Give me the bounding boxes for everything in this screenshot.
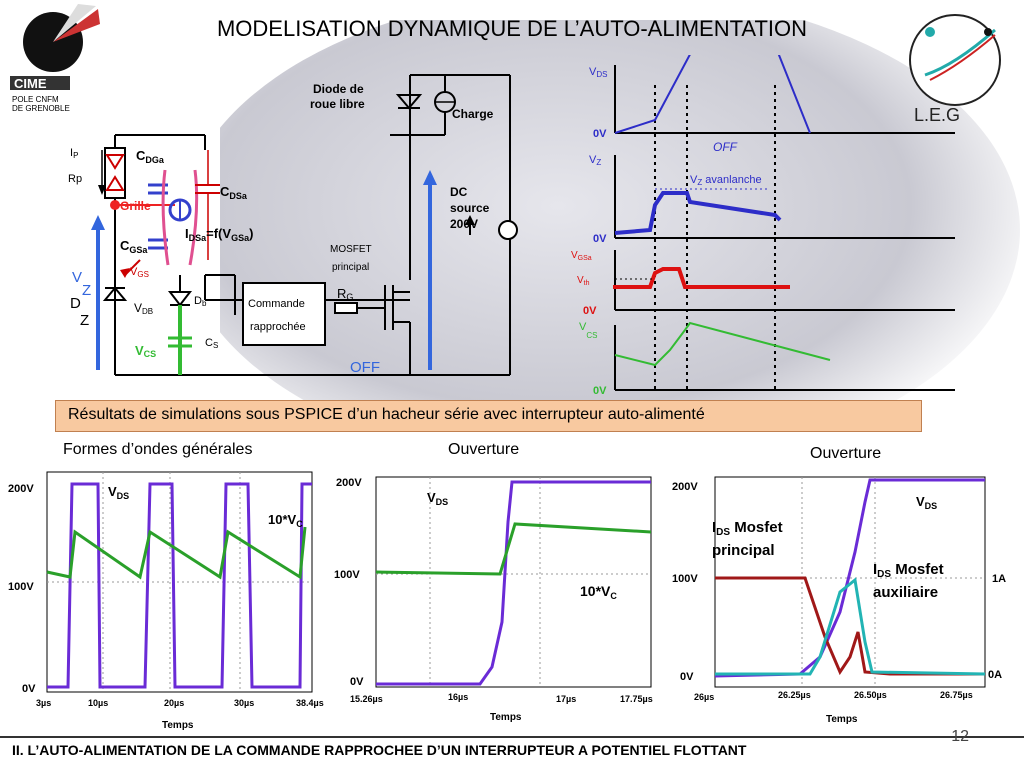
footer — [0, 728, 1024, 768]
p1-xlabel: Temps — [162, 720, 194, 731]
wave-vcs-label: $V_{CS}$ — [579, 321, 598, 340]
cime-sub1: POLE CNFM — [12, 95, 59, 104]
p2-vds-label: $V_{DS}$ — [427, 490, 449, 507]
p3-y2-bot: 0A — [988, 669, 1003, 681]
off-label: OFF — [350, 359, 380, 376]
p1-xtick-0: 3µs — [36, 698, 52, 708]
p2-xtick-3: 17.75µs — [620, 694, 653, 704]
dc-label-3: 200V — [450, 217, 479, 231]
panel2-plot — [330, 462, 670, 734]
p1-xtick-2: 20µs — [164, 698, 185, 708]
cds-label: $C_{DSa}$ — [220, 184, 247, 201]
wave-vgsa-label: $V_{GSa}$ — [571, 250, 592, 262]
vcs-curve — [615, 323, 830, 365]
p2-tenvc-label: $10*V_C$ — [580, 583, 617, 601]
page-title: MODELISATION DYNAMIQUE DE L’AUTO-ALIMENTATION — [216, 16, 807, 41]
charge-label: Charge — [452, 107, 494, 121]
waveform-diagram — [555, 55, 975, 400]
p3-ids2-label-2: auxiliaire — [873, 584, 939, 601]
dc-label-2: source — [450, 201, 490, 215]
p3-ids2-label-1: $I_{DS}$ Mosfet — [873, 561, 944, 580]
vdb-label: VDB — [134, 301, 154, 316]
p2-xtick-2: 17µs — [556, 694, 577, 704]
wave-vz-label: VZ — [589, 154, 602, 167]
rp-label: Rp — [68, 173, 83, 185]
wave-vz-aval-label: VZ avanlanche — [690, 174, 762, 187]
p1-y-bot: 0V — [22, 683, 36, 695]
p2-xtick-1: 16µs — [448, 692, 469, 702]
p3-y-bot: 0V — [680, 671, 694, 683]
p1-y-top: 200V — [8, 483, 34, 495]
p3-xtick-0: 26µs — [694, 692, 715, 702]
p1-tenvc-label: $10*V_C$ — [268, 512, 303, 529]
wave-off-label: OFF — [713, 140, 737, 154]
grille-label: Grille — [120, 199, 151, 213]
vz-label-2: Z — [82, 282, 92, 299]
p1-xtick-3: 30µs — [234, 698, 255, 708]
footer-text: II. L’AUTO-ALIMENTATION DE LA COMMANDE RAPPROCHEE D’UN INTERRUPTEUR A POTENTIEL FLOTTANT — [12, 742, 747, 758]
p3-y-mid: 100V — [672, 573, 698, 585]
rg-label: RG — [337, 286, 354, 302]
panel2-title: Ouverture — [448, 441, 520, 458]
p3-xlabel: Temps — [826, 714, 858, 725]
cdg-label: $C_{DGa}$ — [136, 148, 164, 165]
diode-label-2: roue libre — [310, 97, 365, 111]
p2-y-top: 200V — [336, 477, 362, 489]
leg-text: L.E.G — [914, 105, 961, 125]
circuit-diagram — [60, 60, 530, 390]
cime-sub2: DE GRENOBLE — [12, 104, 70, 113]
p3-y-top: 200V — [672, 481, 698, 493]
wave-zero-2: 0V — [593, 233, 607, 245]
cgs-label: $C_{GSa}$ — [120, 238, 148, 255]
ids-equation: $I_{DSa}=f(V_{GSa})$ — [185, 226, 254, 243]
p2-y-bot: 0V — [350, 676, 364, 688]
mosfet-label-1: MOSFET — [330, 244, 372, 255]
p1-vds-label: $V_{DS}$ — [108, 484, 130, 501]
vz-label-1: V — [72, 269, 83, 286]
p1-xtick-1: 10µs — [88, 698, 109, 708]
results-banner-text: Résultats de simulations sous PSPICE d’un hacheur série avec interrupteur auto-alimenté — [68, 406, 705, 423]
db-label: Db — [194, 295, 207, 308]
p3-xtick-3: 26.75µs — [940, 690, 973, 700]
page-number: 12 — [951, 728, 969, 745]
panel3-plot — [670, 462, 1024, 734]
p2-xlabel: Temps — [490, 712, 522, 723]
mosfet-label-2: principal — [332, 262, 370, 273]
dc-label-1: DC — [450, 185, 468, 199]
vz-curve — [615, 193, 780, 233]
wave-zero-3: 0V — [583, 305, 597, 317]
p3-y2-top: 1A — [992, 573, 1007, 585]
vds-curve — [615, 55, 810, 133]
p3-vds-label: $V_{DS}$ — [916, 494, 938, 511]
p3-ids1-label-1: $I_{DS}$ Mosfet — [712, 519, 783, 538]
p3-ids1-label-2: principal — [712, 542, 775, 559]
p2-y-mid: 100V — [334, 569, 360, 581]
results-banner — [55, 400, 922, 432]
commande-label-1: Commande — [248, 298, 305, 310]
panel1-plot — [0, 462, 330, 734]
panel1-title: Formes d’ondes générales — [63, 441, 253, 458]
vgs-curve — [613, 269, 790, 287]
panel3-title: Ouverture — [810, 445, 882, 462]
wave-vth-label: $V_{th}$ — [577, 275, 590, 287]
p1-xtick-4: 38.4µs — [296, 698, 324, 708]
p1-y-mid: 100V — [8, 581, 34, 593]
cs-label: CS — [205, 337, 219, 350]
vcs-label: VCS — [135, 343, 157, 359]
wave-zero-4: 0V — [593, 385, 607, 397]
vgs-label: VGS — [130, 266, 149, 279]
dz-label-1: D — [70, 295, 81, 312]
p2-xtick-0: 15.26µs — [350, 694, 383, 704]
commande-label-2: rapprochée — [250, 321, 306, 333]
ip-label: IP — [70, 147, 79, 160]
diode-label-1: Diode de — [313, 82, 364, 96]
p3-xtick-1: 26.25µs — [778, 690, 811, 700]
wave-zero-1: 0V — [593, 128, 607, 140]
p3-xtick-2: 26.50µs — [854, 690, 887, 700]
dz-label-2: Z — [80, 312, 90, 329]
wave-vds-label: VDS — [589, 66, 608, 79]
cime-text: CIME — [14, 76, 47, 91]
